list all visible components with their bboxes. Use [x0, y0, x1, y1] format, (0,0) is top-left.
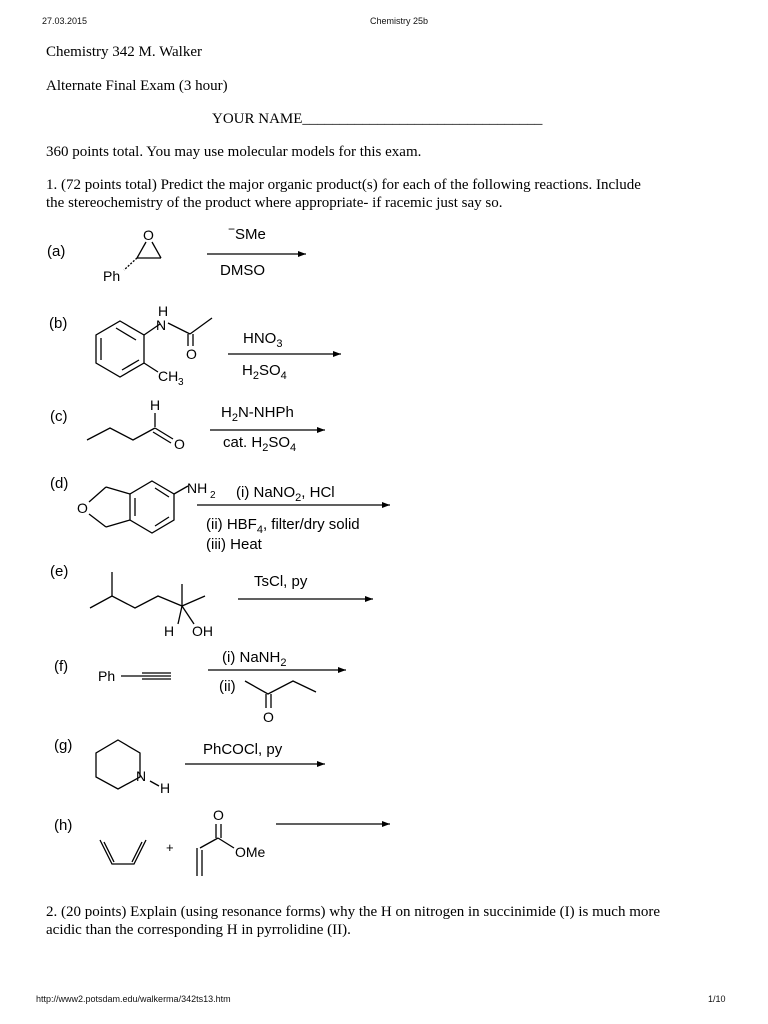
svg-text:O: O	[77, 500, 88, 516]
reagent-e-above: TsCl, py	[254, 573, 308, 590]
reagent-c-above: $H_2N$-NHPh	[221, 404, 294, 424]
svg-text:H: H	[160, 780, 171, 796]
svg-text:NH: NH	[187, 480, 208, 496]
structure-f-alkyne	[98, 668, 171, 684]
structure-d-aryl-amine	[77, 480, 216, 533]
svg-text:2: 2	[210, 490, 216, 501]
question-2-line-2: acidic than the corresponding H in pyrrolidine (II).	[46, 922, 351, 938]
structure-a-epoxide	[103, 227, 161, 284]
svg-text:Ph: Ph	[98, 668, 116, 684]
reaction-e-label: (e)	[50, 563, 69, 580]
reagent-b-above: $HNO_3$	[243, 330, 283, 350]
reaction-h-label: (h)	[54, 817, 73, 834]
reagent-a-below: DMSO	[220, 262, 265, 279]
reagent-f-step-1: (i) NaNH$_2$	[222, 649, 287, 669]
reaction-f-label: (f)	[54, 658, 69, 675]
svg-text:Ph: Ph	[103, 268, 121, 284]
svg-text:H: H	[158, 303, 169, 319]
print-url: http://www2.potsdam.edu/walkerma/342ts13.htm	[36, 994, 231, 1004]
structure-c-aldehyde	[87, 397, 185, 452]
print-page-number: 1/10	[708, 994, 726, 1004]
exam-subtitle: Alternate Final Exam (3 hour)	[46, 78, 228, 94]
course-title: Chemistry 342 M. Walker	[46, 44, 202, 60]
svg-text:O: O	[213, 807, 224, 823]
points-note: 360 points total. You may use molecular models for this exam.	[46, 144, 422, 160]
name-field-label: YOUR NAME________________________________	[212, 111, 543, 127]
svg-text:N: N	[156, 317, 167, 333]
structure-f-butanone	[245, 681, 316, 725]
reaction-c-label: (c)	[50, 408, 68, 425]
question-1-line-1: 1. (72 points total) Predict the major organic product(s) for each of the following reactions. Include	[46, 177, 641, 193]
svg-text:N: N	[136, 768, 147, 784]
svg-text:OMe: OMe	[235, 844, 266, 860]
svg-text:O: O	[186, 346, 197, 362]
structure-e-alcohol	[90, 572, 213, 639]
structure-g-piperidine	[96, 740, 170, 796]
structure-h-acrylate	[197, 807, 266, 876]
reaction-a-label: (a)	[47, 243, 66, 260]
reagent-b-below: $H_2SO_4$	[242, 362, 287, 382]
structure-h-diene	[100, 840, 146, 864]
plus-sign: +	[166, 840, 174, 855]
reagent-d-step-1: (i) NaNO$_2$, HCl	[236, 484, 335, 504]
reaction-d-label: (d)	[50, 475, 69, 492]
structure-b-acetanilide	[96, 303, 212, 388]
svg-text:O: O	[174, 436, 185, 452]
reagent-f-step-2: (ii)	[219, 678, 236, 695]
question-2-line-1: 2. (20 points) Explain (using resonance forms) why the H on nitrogen in succinimide (I) is much more	[46, 904, 661, 920]
reaction-g-label: (g)	[54, 737, 73, 754]
question-1-line-2: the stereochemistry of the product where appropriate- if racemic just say so.	[46, 195, 503, 211]
reagent-g-above: PhCOCl, py	[203, 741, 283, 758]
svg-text:H: H	[164, 623, 175, 639]
reaction-b-label: (b)	[49, 315, 68, 332]
svg-text:O: O	[143, 227, 154, 243]
reagent-d-step-3: (iii) Heat	[206, 536, 262, 553]
svg-text:3: 3	[178, 377, 184, 388]
print-title: Chemistry 25b	[370, 16, 429, 26]
svg-text:OH: OH	[192, 623, 213, 639]
print-date: 27.03.2015	[42, 16, 88, 26]
reagent-d-step-2: (ii) $HBF_4$, filter/dry solid	[206, 516, 360, 536]
svg-text:CH: CH	[158, 368, 179, 384]
svg-text:O: O	[263, 709, 274, 725]
reagent-a-above: −SMe	[228, 222, 266, 243]
reagent-c-below: cat. $H_2SO_4$	[223, 434, 297, 454]
svg-text:H: H	[150, 397, 161, 413]
